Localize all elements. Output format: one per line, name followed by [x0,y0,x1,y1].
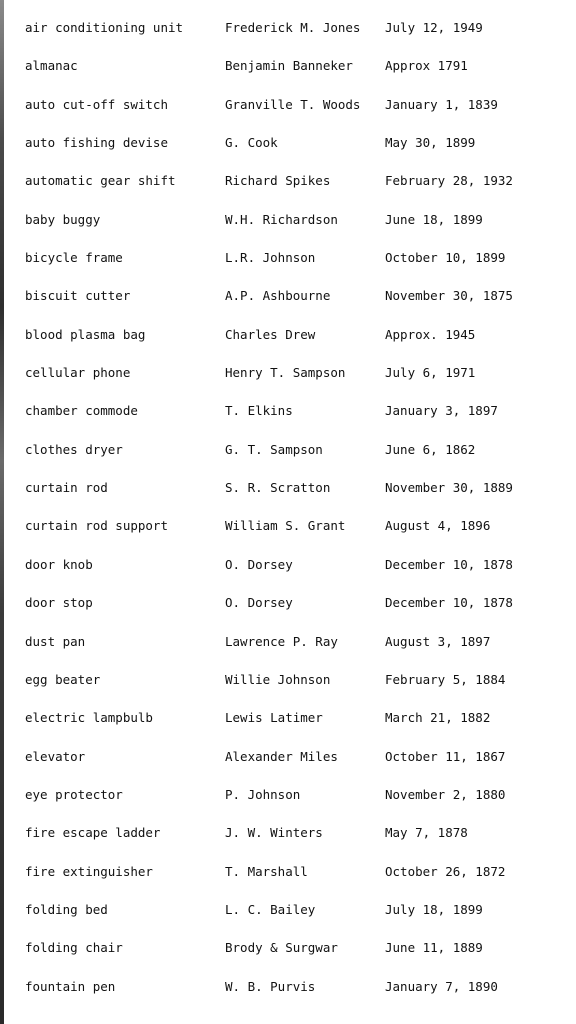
invention-date: Approx 1791 [385,58,468,74]
invention-date: January 7, 1890 [385,978,498,994]
table-row [25,555,565,593]
invention-date: May 7, 1878 [385,825,468,841]
inventor-name: L. C. Bailey [225,901,316,917]
invention-name: elevator [25,748,86,764]
invention-name: baby buggy [25,211,101,227]
inventor-name: W.H. Richardson [225,211,338,227]
invention-name: biscuit cutter [25,288,131,304]
inventor-name: Richard Spikes [225,173,331,189]
invention-name: door knob [25,556,93,572]
invention-date: November 30, 1875 [385,288,513,304]
inventor-name: G. T. Sampson [225,441,323,457]
invention-date: Approx. 1945 [385,326,476,342]
inventor-name: W. B. Purvis [225,978,316,994]
table-row [25,440,565,478]
invention-name: folding bed [25,901,108,917]
table-row [25,708,565,746]
invention-name: chamber commode [25,403,138,419]
inventor-name: O. Dorsey [225,595,293,611]
table-row [25,248,565,286]
inventor-name: Frederick M. Jones [225,20,361,35]
inventor-name: J. W. Winters [225,825,323,841]
inventor-name: A.P. Ashbourne [225,288,331,304]
invention-date: June 11, 1889 [385,940,483,956]
table-row [25,478,565,516]
invention-name: fire escape ladder [25,825,161,841]
table-row [25,977,565,1015]
table-row [25,171,565,209]
table-row [25,747,565,785]
invention-date: June 6, 1862 [385,441,476,457]
table-row [25,325,565,363]
invention-date: August 3, 1897 [385,633,491,649]
table-row [25,593,565,631]
invention-name: fountain pen [25,978,116,994]
table-row [25,670,565,708]
inventor-name: T. Marshall [225,863,308,879]
table-row [25,18,565,56]
invention-date: December 10, 1878 [385,595,513,611]
invention-date: August 4, 1896 [385,518,491,534]
table-row [25,363,565,401]
table-row [25,632,565,670]
invention-name: curtain rod support [25,518,168,534]
invention-name: folding chair [25,940,123,956]
invention-date: December 10, 1878 [385,556,513,572]
invention-date: November 30, 1889 [385,480,513,496]
inventor-name: S. R. Scratton [225,480,331,496]
table-row [25,862,565,900]
invention-name: bicycle frame [25,250,123,266]
invention-date: October 11, 1867 [385,748,506,764]
invention-date: February 28, 1932 [385,173,513,189]
inventor-name: P. Johnson [225,786,301,802]
invention-date: July 18, 1899 [385,901,483,917]
table-row [25,286,565,324]
invention-name: fire extinguisher [25,863,153,879]
invention-name: dust pan [25,633,86,649]
invention-name: cellular phone [25,365,131,381]
invention-name: clothes dryer [25,441,123,457]
invention-name: auto fishing devise [25,135,168,151]
inventor-name: Lewis Latimer [225,710,323,726]
inventor-name: O. Dorsey [225,556,293,572]
invention-name: air conditioning unit [25,20,184,35]
invention-name: curtain rod [25,480,108,496]
invention-name: almanac [25,58,78,74]
invention-date: May 30, 1899 [385,135,476,151]
invention-name: egg beater [25,671,101,687]
invention-date: June 18, 1899 [385,211,483,227]
table-row [25,401,565,439]
invention-date: February 5, 1884 [385,671,506,687]
inventor-name: Charles Drew [225,326,316,342]
invention-date: October 10, 1899 [385,250,506,266]
inventor-name: Lawrence P. Ray [225,633,338,649]
table-row [25,95,565,133]
table-row [25,823,565,861]
invention-name: door stop [25,595,93,611]
inventor-name: Willie Johnson [225,671,331,687]
inventions-table [25,18,565,1015]
left-edge-strip [0,0,4,1024]
invention-date: October 26, 1872 [385,863,506,879]
table-row [25,516,565,554]
invention-name: automatic gear shift [25,173,176,189]
inventor-name: Henry T. Sampson [225,365,346,381]
inventor-name: L.R. Johnson [225,250,316,266]
invention-date: January 3, 1897 [385,403,498,419]
inventor-name: T. Elkins [225,403,293,419]
inventor-name: Brody & Surgwar [225,940,338,956]
invention-name: eye protector [25,786,123,802]
invention-name: auto cut-off switch [25,96,168,112]
invention-date: January 1, 1839 [385,96,498,112]
table-row [25,210,565,248]
invention-name: blood plasma bag [25,326,146,342]
inventor-name: G. Cook [225,135,278,151]
table-row [25,900,565,938]
inventor-name: Benjamin Banneker [225,58,353,74]
inventor-name: Alexander Miles [225,748,338,764]
inventor-name: Granville T. Woods [225,96,361,112]
table-row [25,133,565,171]
invention-date: July 12, 1949 [385,20,483,35]
invention-date: November 2, 1880 [385,786,506,802]
inventor-name: William S. Grant [225,518,346,534]
invention-date: March 21, 1882 [385,710,491,726]
table-row [25,785,565,823]
invention-date: July 6, 1971 [385,365,476,381]
invention-name: electric lampbulb [25,710,153,726]
table-row [25,938,565,976]
table-row [25,56,565,94]
